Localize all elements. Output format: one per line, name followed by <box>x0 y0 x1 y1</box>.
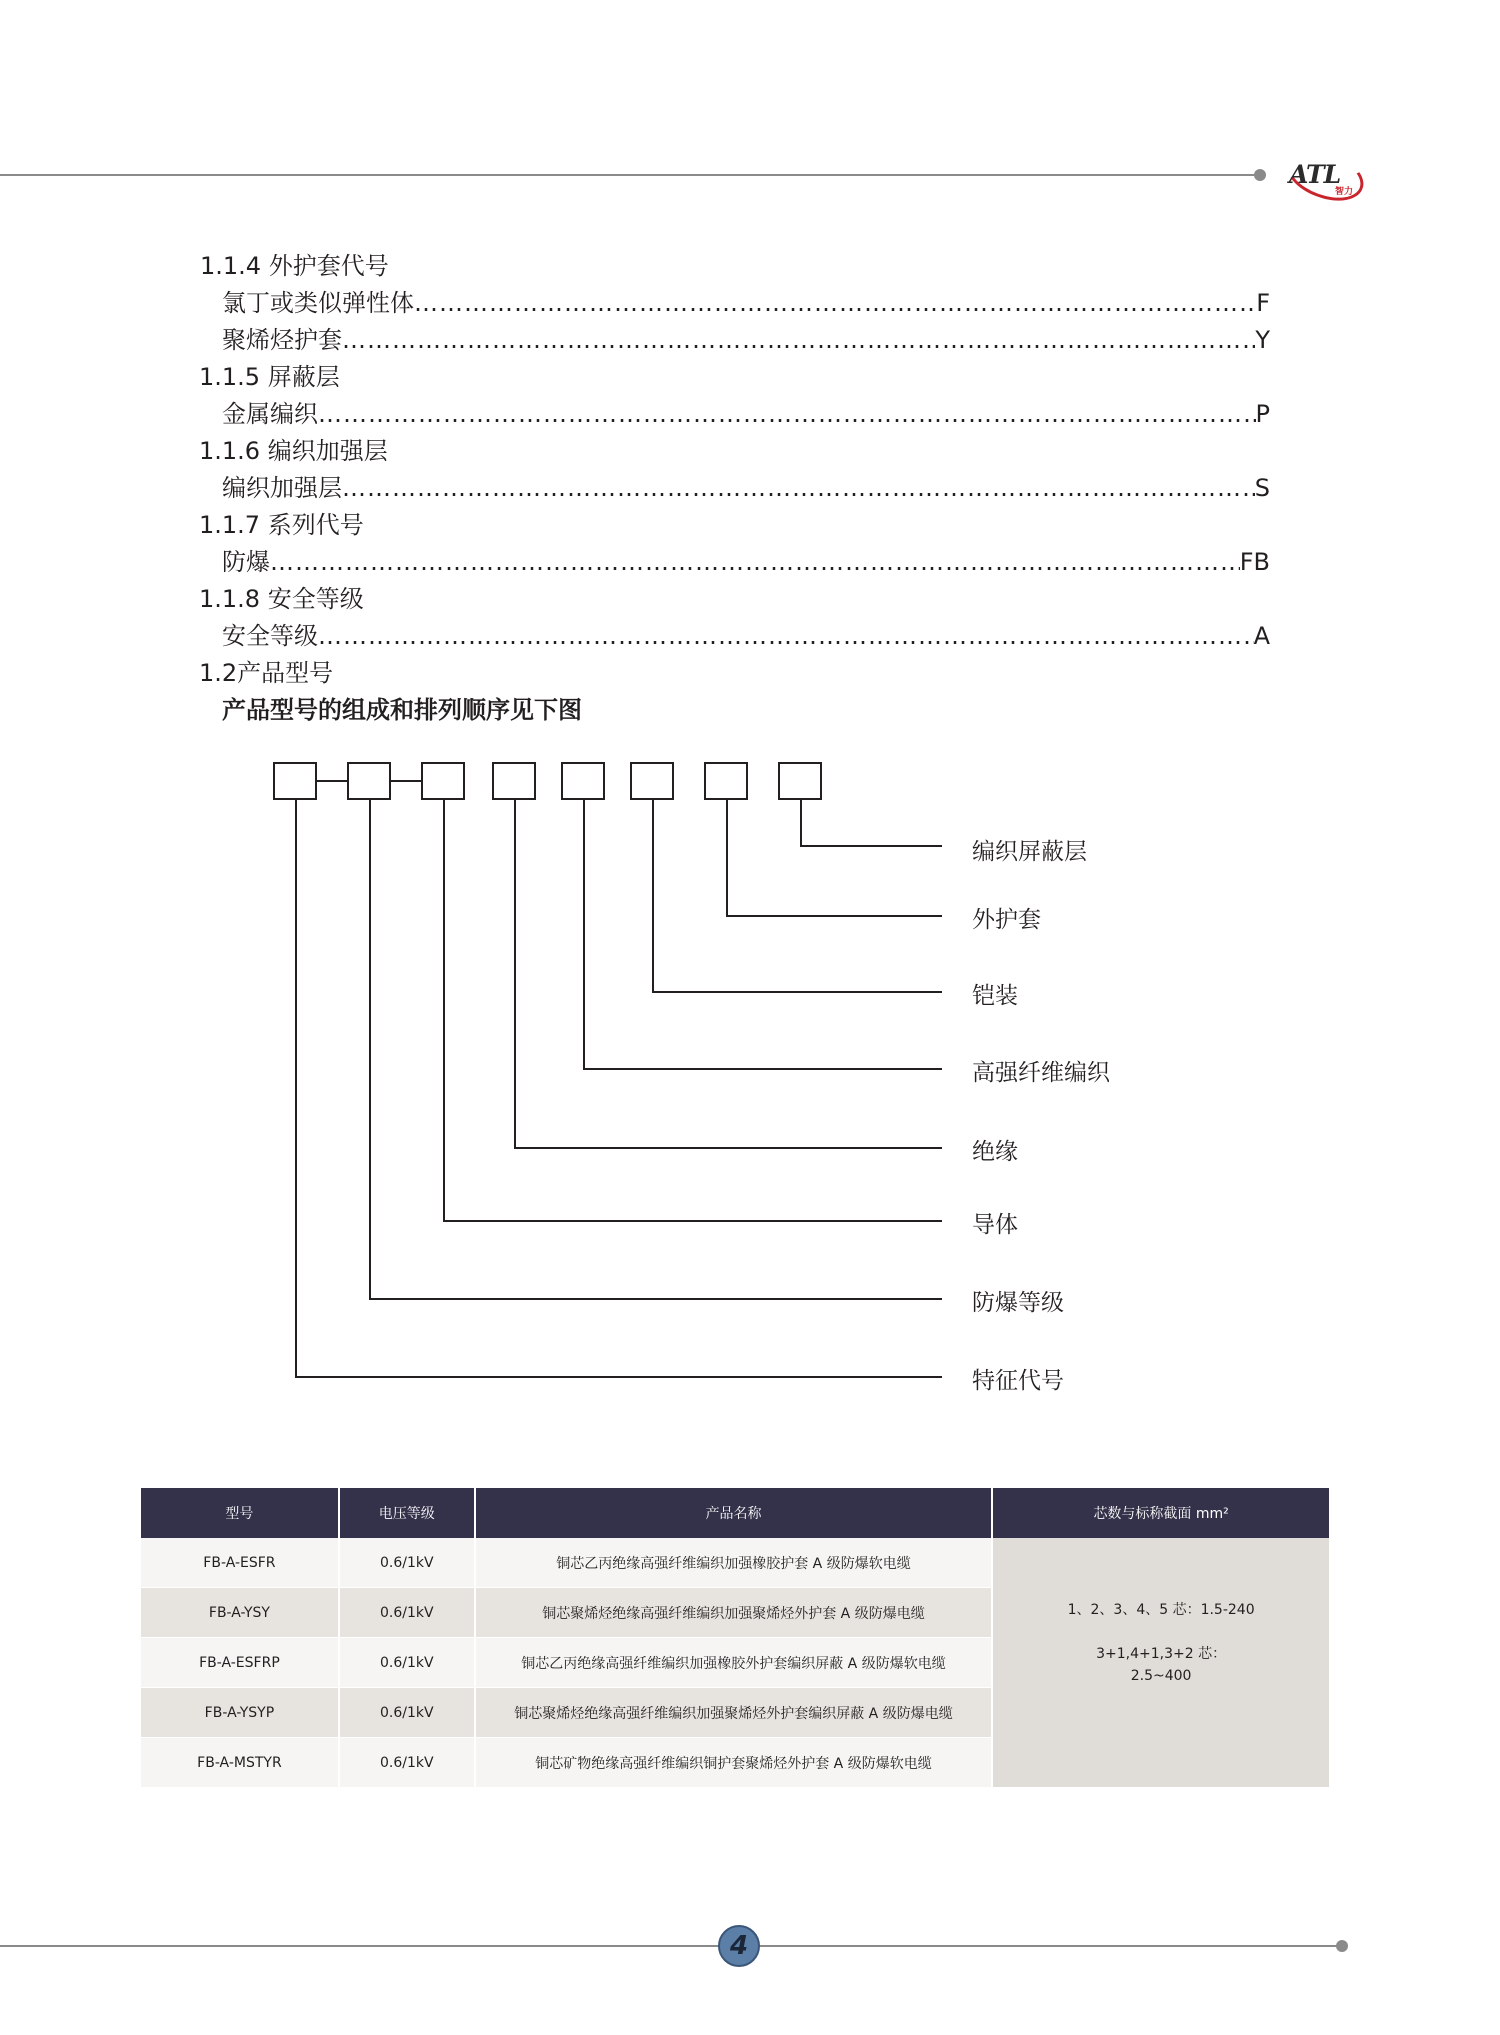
code-item-code: FB <box>1239 548 1270 576</box>
model-subheading: 产品型号的组成和排列顺序见下图 <box>222 696 582 724</box>
header-rule <box>0 174 1255 176</box>
code-box-4 <box>492 762 536 800</box>
leader-vertical <box>514 800 516 1149</box>
leader-horizontal <box>295 1376 942 1378</box>
leader-dots <box>342 472 1255 504</box>
leader-dots <box>318 620 1254 652</box>
leader-vertical <box>726 800 728 917</box>
code-box-1 <box>273 762 317 800</box>
leader-horizontal <box>369 1298 942 1300</box>
code-item-code: S <box>1254 474 1270 502</box>
leader-vertical <box>443 800 445 1222</box>
leader-horizontal <box>583 1068 942 1070</box>
footer-rule-dot <box>1336 1940 1348 1952</box>
section-heading-1-1-7: 1.1.7 系列代号 <box>199 511 364 539</box>
table-row <box>141 1538 1330 1588</box>
leader-horizontal <box>652 991 942 993</box>
section-heading-1-1-6: 1.1.6 编织加强层 <box>199 437 388 465</box>
leader-horizontal <box>800 845 942 847</box>
cores-line-1: 1、2、3、4、5 芯：1.5-240 <box>1067 1601 1255 1618</box>
cell-cores-section <box>992 1538 1330 1788</box>
header-model: 型号 <box>141 1488 339 1538</box>
leader-dots <box>414 287 1256 319</box>
diagram-label-feature-code: 特征代号 <box>972 1368 1064 1394</box>
cell-product-name: 铜芯聚烯烃绝缘高强纤维编织加强聚烯烃外护套编织屏蔽 A 级防爆电缆 <box>475 1688 992 1738</box>
code-item <box>222 287 1270 319</box>
section-heading-1-1-5: 1.1.5 屏蔽层 <box>199 363 340 391</box>
box-connector <box>317 780 347 782</box>
code-item-code: F <box>1256 289 1270 317</box>
header-product-name: 产品名称 <box>475 1488 992 1538</box>
header-cores-section: 芯数与标称截面 mm² <box>992 1488 1330 1538</box>
code-item <box>222 620 1270 652</box>
section-heading-1-1-4: 1.1.4 外护套代号 <box>200 252 389 280</box>
code-item-label: 防爆 <box>222 548 270 576</box>
cell-model: FB-A-MSTYR <box>141 1738 339 1788</box>
page-number: 4 <box>718 1925 760 1967</box>
cell-product-name: 铜芯矿物绝缘高强纤维编织铜护套聚烯烃外护套 A 级防爆软电缆 <box>475 1738 992 1788</box>
cores-line-2: 3+1,4+1,3+2 芯： <box>1096 1645 1227 1662</box>
cell-voltage: 0.6/1kV <box>339 1738 475 1788</box>
code-item-label: 编织加强层 <box>222 474 342 502</box>
section-heading-1-1-8: 1.1.8 安全等级 <box>199 585 364 613</box>
diagram-label-outer-sheath: 外护套 <box>972 907 1041 933</box>
cell-model: FB-A-YSYP <box>141 1688 339 1738</box>
code-item-code: A <box>1253 622 1270 650</box>
cell-product-name: 铜芯乙丙绝缘高强纤维编织加强橡胶外护套编织屏蔽 A 级防爆软电缆 <box>475 1638 992 1688</box>
leader-vertical <box>295 800 297 1378</box>
diagram-label-explosion-grade: 防爆等级 <box>972 1290 1064 1316</box>
footer-rule <box>0 1945 1340 1947</box>
box-connector <box>391 780 421 782</box>
cores-line-3: 2.5~400 <box>1130 1667 1192 1684</box>
leader-vertical <box>583 800 585 1070</box>
diagram-label-insulation: 绝缘 <box>972 1139 1018 1165</box>
code-item-label: 安全等级 <box>222 622 318 650</box>
leader-horizontal <box>726 915 942 917</box>
code-box-3 <box>421 762 465 800</box>
cell-product-name: 铜芯乙丙绝缘高强纤维编织加强橡胶护套 A 级防爆软电缆 <box>475 1538 992 1588</box>
code-box-5 <box>561 762 605 800</box>
code-item-code: Y <box>1255 326 1270 354</box>
code-item-code: P <box>1255 400 1270 428</box>
code-box-8 <box>778 762 822 800</box>
leader-vertical <box>369 800 371 1300</box>
cell-voltage: 0.6/1kV <box>339 1688 475 1738</box>
leader-vertical <box>652 800 654 993</box>
diagram-label-armor: 铠装 <box>972 983 1018 1009</box>
leader-dots <box>342 324 1255 356</box>
logo-text: ATL <box>1289 160 1341 189</box>
code-item <box>222 472 1270 504</box>
code-item-label: 聚烯烃护套 <box>222 326 342 354</box>
header-voltage: 电压等级 <box>339 1488 475 1538</box>
section-heading-1-2: 1.2产品型号 <box>199 659 334 687</box>
cell-voltage: 0.6/1kV <box>339 1588 475 1638</box>
diagram-label-conductor: 导体 <box>972 1212 1018 1238</box>
diagram-label-braided-shield: 编织屏蔽层 <box>972 839 1087 865</box>
cell-model: FB-A-ESFR <box>141 1538 339 1588</box>
code-item-label: 氯丁或类似弹性体 <box>222 289 414 317</box>
cell-model: FB-A-ESFRP <box>141 1638 339 1688</box>
leader-dots <box>318 398 1256 430</box>
leader-vertical <box>800 800 802 847</box>
diagram-label-fiber-braid: 高强纤维编织 <box>972 1060 1110 1086</box>
company-logo <box>1285 148 1363 200</box>
leader-horizontal <box>514 1147 942 1149</box>
header-rule-dot <box>1254 169 1266 181</box>
leader-dots <box>270 546 1240 578</box>
cell-product-name: 铜芯聚烯烃绝缘高强纤维编织加强聚烯烃外护套 A 级防爆电缆 <box>475 1588 992 1638</box>
code-box-7 <box>704 762 748 800</box>
code-item-label: 金属编织 <box>222 400 318 428</box>
logo-subtext: 智力 <box>1335 187 1354 197</box>
code-box-2 <box>347 762 391 800</box>
code-box-6 <box>630 762 674 800</box>
cell-voltage: 0.6/1kV <box>339 1638 475 1688</box>
cell-voltage: 0.6/1kV <box>339 1538 475 1588</box>
product-table <box>141 1488 1331 1788</box>
table-header-row <box>141 1488 1330 1538</box>
code-item <box>222 398 1270 430</box>
cell-model: FB-A-YSY <box>141 1588 339 1638</box>
leader-horizontal <box>443 1220 942 1222</box>
code-item <box>222 324 1270 356</box>
code-item <box>222 546 1270 578</box>
